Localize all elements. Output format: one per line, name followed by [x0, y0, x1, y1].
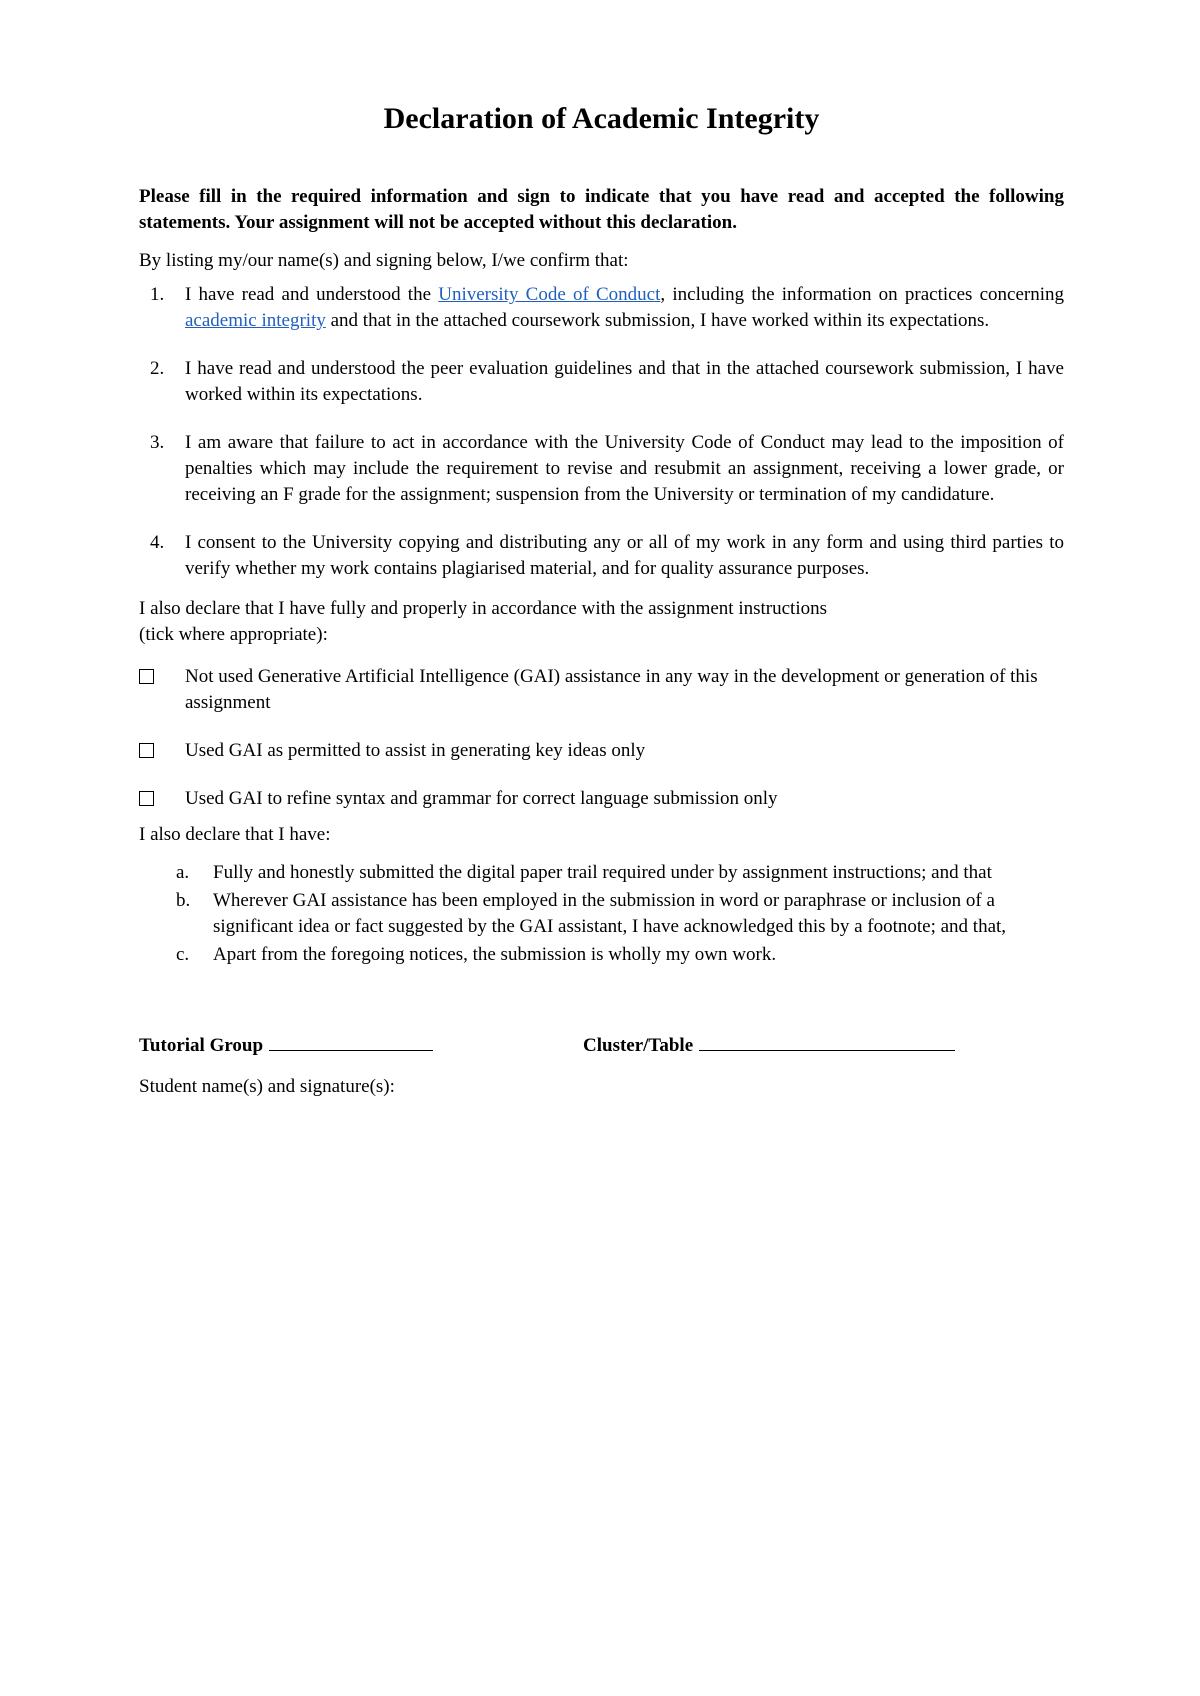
page-title: Declaration of Academic Integrity [383, 102, 820, 135]
statement-number: 2. [150, 358, 165, 379]
declaration-subitem [139, 942, 1064, 968]
gai-checkbox-list [139, 664, 1064, 812]
statement-number: 3. [150, 432, 165, 453]
statement-text: I consent to the University copying and distributing any or all of my work in any form and using third parties to verify whether my work contains plagiarised material, and for quality assurance purposes. [185, 532, 1064, 579]
gai-declaration-text: I also declare that I have fully and properly in accordance with the assignment instructions [139, 598, 827, 619]
subitem-marker: a. [176, 862, 190, 883]
tutorial-group-field [139, 1030, 433, 1059]
statement-text: I am aware that failure to act in accordance with the University Code of Conduct may lead to the imposition of penalties which may include the requirement to revise and resubmit an assignment, receiving a lower grade, or receiving an F grade for the assignment; suspension from the University or termination of my candidature. [185, 432, 1064, 505]
declaration-subitem [139, 888, 1064, 940]
cluster-table-label: Cluster/Table [583, 1035, 694, 1056]
statement-list [139, 282, 1064, 582]
statement-item [139, 430, 1064, 508]
gai-declaration-note: (tick where appropriate): [139, 624, 328, 645]
declare-have-lead: I also declare that I have: [139, 824, 331, 845]
statement-item [139, 530, 1064, 582]
empty-checkbox-icon[interactable] [139, 743, 154, 758]
subitem-marker: b. [176, 890, 191, 911]
cluster-table-field [583, 1030, 955, 1059]
intro-instructions: Please fill in the required information and sign to indicate that you have read and accepted the following statements. Your assignment will not be accepted without this declaration. [139, 186, 1064, 233]
subitem-text: Apart from the foregoing notices, the submission is wholly my own work. [213, 944, 777, 965]
empty-checkbox-icon[interactable] [139, 669, 154, 684]
group-fields-row [139, 1030, 1064, 1060]
declaration-page [139, 100, 1064, 1108]
statement-item [139, 282, 1064, 334]
gai-option-syntax-grammar [139, 786, 1064, 812]
subitem-text: Wherever GAI assistance has been employed in the submission in word or paraphrase or inclusion of a significant idea or fact suggested by the GAI assistant, I have acknowledged this by a footnote; and that, [213, 890, 1007, 937]
cluster-table-blank[interactable] [699, 1030, 955, 1051]
tutorial-group-label: Tutorial Group [139, 1035, 264, 1056]
empty-checkbox-icon[interactable] [139, 791, 154, 806]
university-code-of-conduct-link[interactable]: University Code of Conduct [438, 284, 661, 305]
statement-text: I have read and understood the [185, 284, 439, 305]
declaration-sublist [139, 860, 1064, 968]
gai-option-none [139, 664, 1064, 716]
statement-text: I have read and understood the peer evaluation guidelines and that in the attached coursework submission, I have worked within its expectations. [185, 358, 1064, 405]
statement-text: and that in the attached coursework submission, I have worked within its expectations. [325, 310, 990, 331]
gai-declaration [139, 596, 1064, 648]
subitem-text: Fully and honestly submitted the digital paper trail required under by assignment instructions; and that [213, 862, 992, 883]
statement-number: 1. [150, 284, 165, 305]
gai-option-label: Used GAI as permitted to assist in generating key ideas only [185, 740, 646, 761]
statement-text: , including the information on practices concerning [660, 284, 1065, 305]
academic-integrity-link[interactable]: academic integrity [185, 310, 326, 331]
signature-label: Student name(s) and signature(s): [139, 1076, 395, 1097]
tutorial-group-blank[interactable] [269, 1030, 433, 1051]
subitem-marker: c. [176, 944, 190, 965]
gai-option-key-ideas [139, 738, 1064, 764]
statement-item [139, 356, 1064, 408]
statement-number: 4. [150, 532, 165, 553]
gai-option-label: Used GAI to refine syntax and grammar for correct language submission only [185, 788, 778, 809]
declaration-subitem [139, 860, 1064, 886]
gai-option-label: Not used Generative Artificial Intelligence (GAI) assistance in any way in the development or generation of this assignment [185, 666, 1038, 713]
confirm-lead: By listing my/our name(s) and signing below, I/we confirm that: [139, 250, 629, 271]
